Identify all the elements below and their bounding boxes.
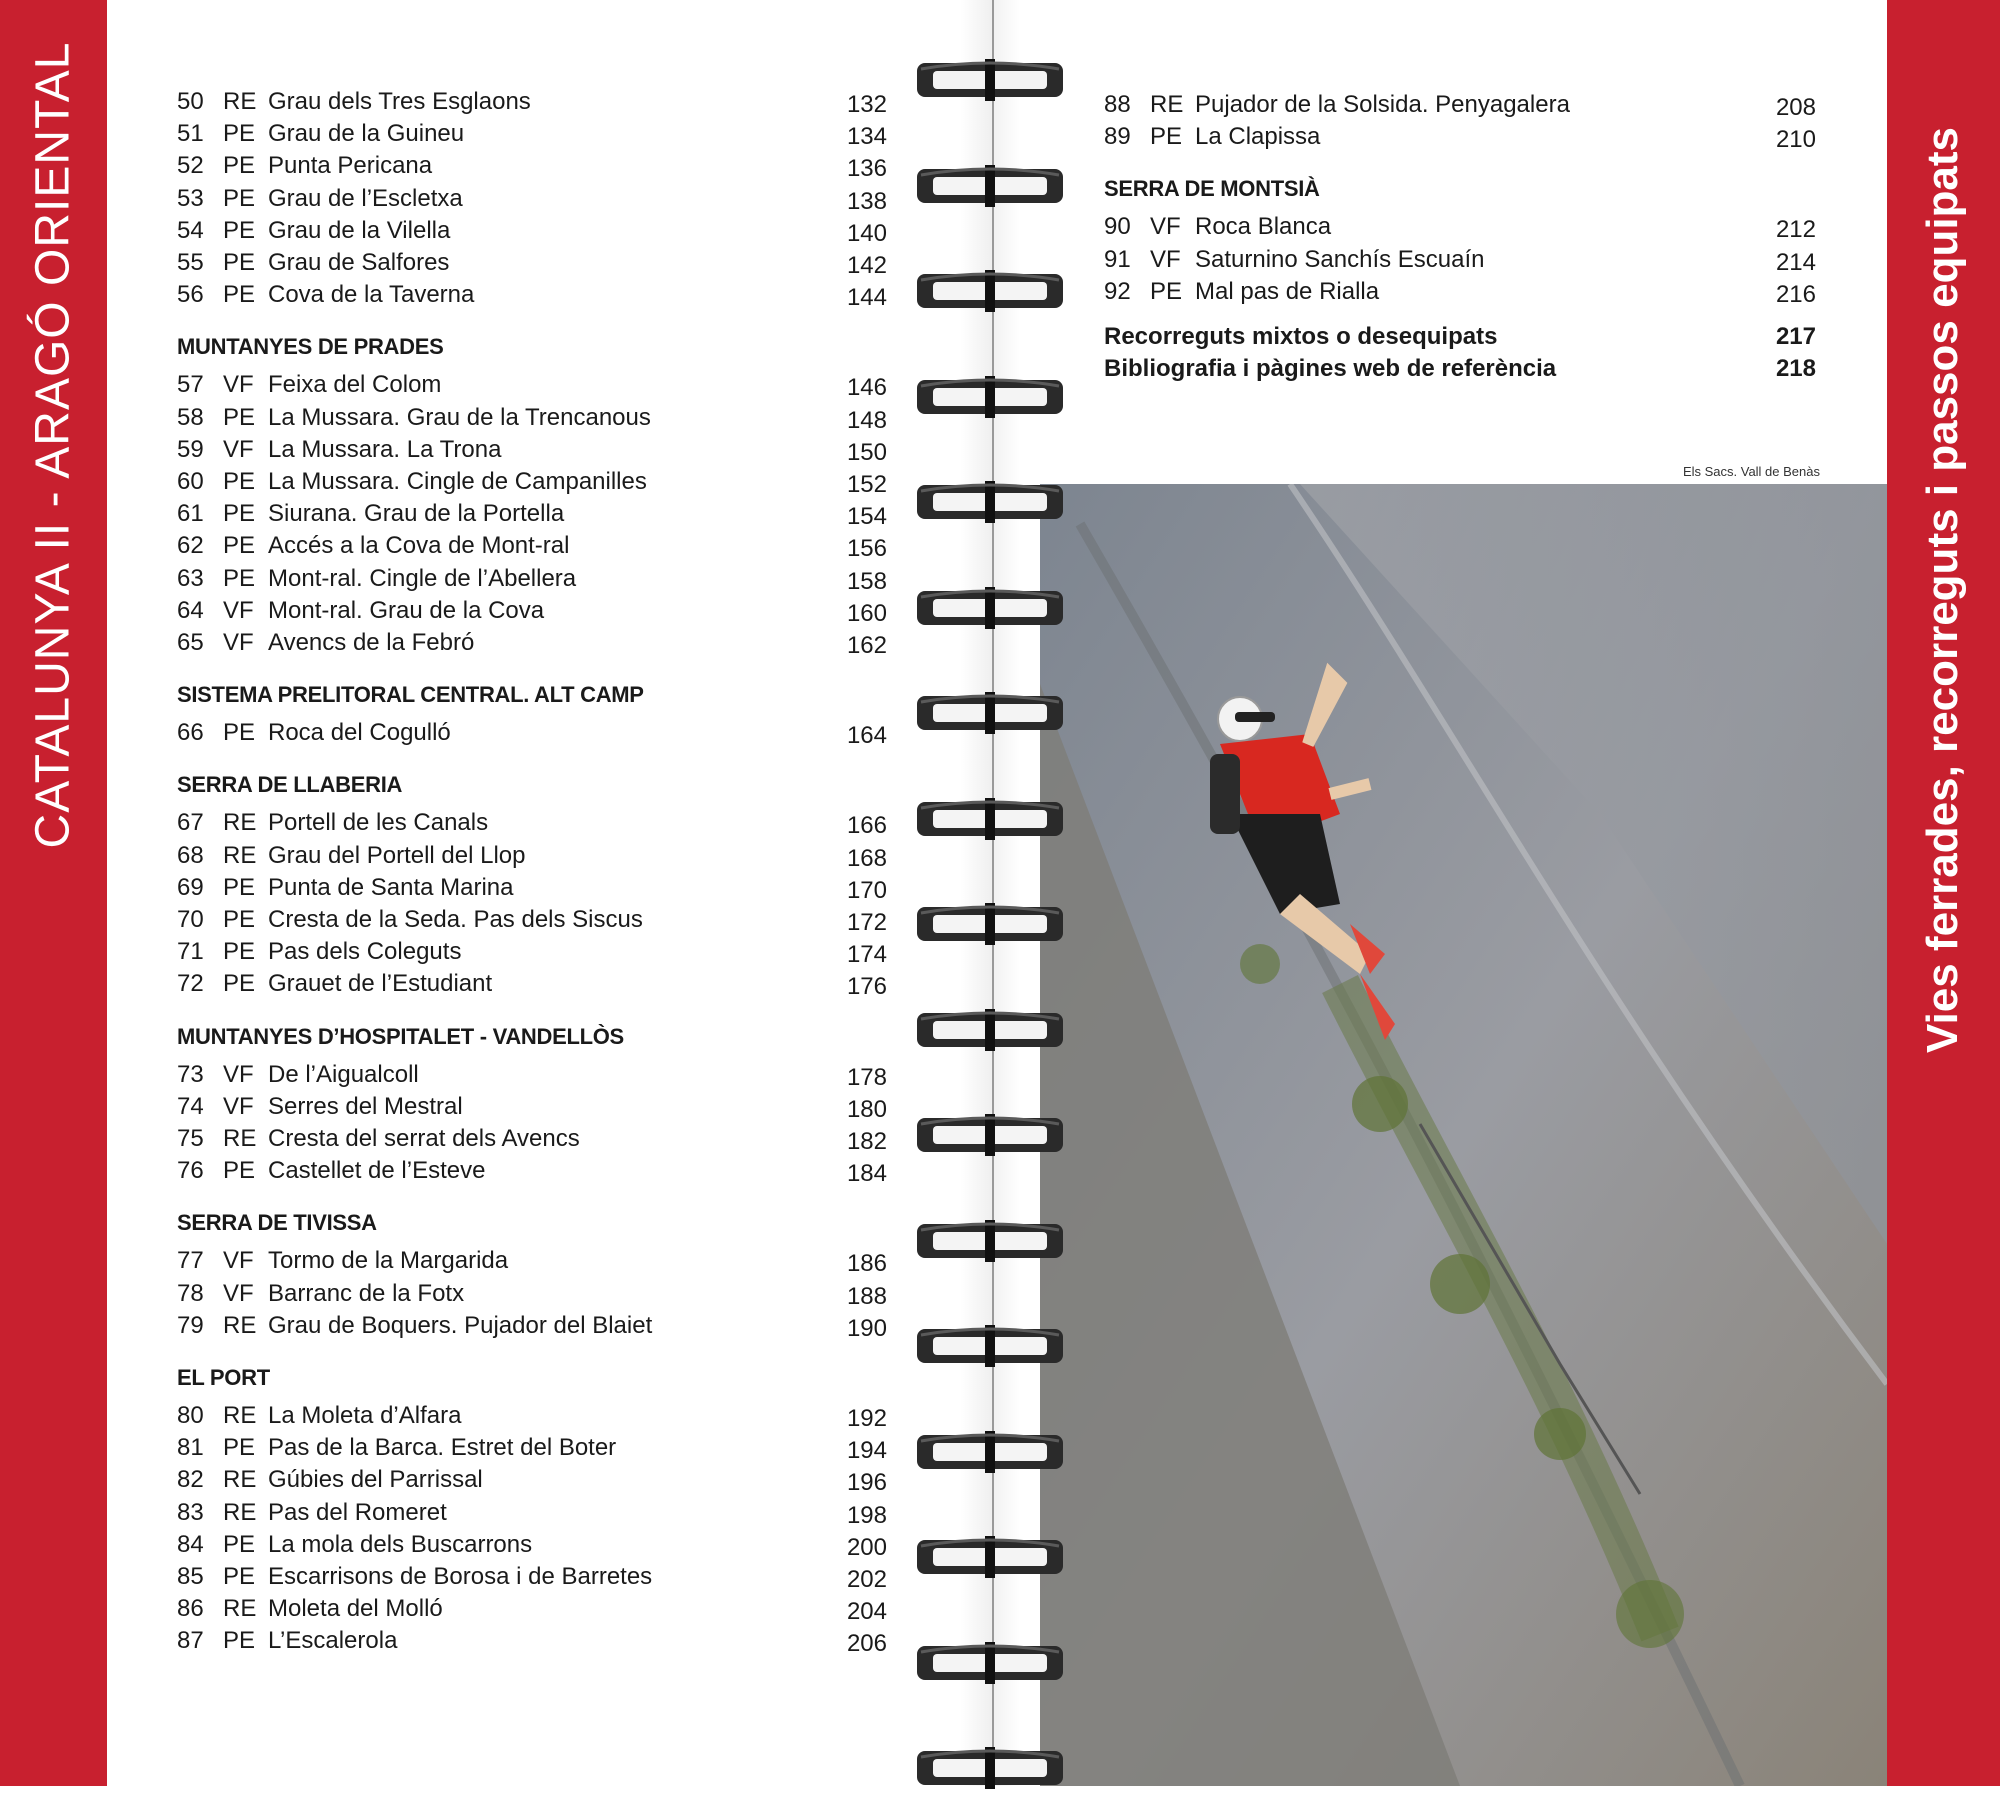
extra-label: Bibliografia i pàgines web de referència xyxy=(1104,355,1557,382)
entry-type: PE xyxy=(223,970,256,998)
entry-number: 84 xyxy=(177,1530,204,1558)
entry-title: Mont-ral. Cingle de l’Abellera xyxy=(268,564,577,592)
entry-title: Feixa del Colom xyxy=(268,371,442,399)
entry-page: 162 xyxy=(846,632,887,659)
spiral-coil xyxy=(915,583,1065,633)
entry-type: PE xyxy=(223,216,256,244)
entry-page: 172 xyxy=(846,909,887,936)
entry-type: PE xyxy=(223,184,256,212)
entry-page: 174 xyxy=(846,941,887,969)
entry-number: 91 xyxy=(1104,245,1131,273)
entry-page: 154 xyxy=(846,503,887,531)
toc-entry[interactable] xyxy=(177,217,887,249)
toc-entry[interactable] xyxy=(177,597,887,629)
entry-type: PE xyxy=(223,564,256,592)
toc-entry[interactable] xyxy=(177,1434,887,1466)
entry-number: 70 xyxy=(177,906,204,933)
entry-type: VF xyxy=(1150,245,1181,273)
toc-entry[interactable] xyxy=(177,1280,887,1312)
spiral-coil xyxy=(915,372,1065,422)
climber-photo xyxy=(1040,484,1887,1786)
toc-entry[interactable] xyxy=(177,1312,887,1344)
entry-page: 208 xyxy=(1775,94,1816,121)
entry-title: Cresta del serrat dels Avencs xyxy=(268,1125,580,1152)
entry-type: RE xyxy=(223,1402,257,1429)
entry-page: 164 xyxy=(846,722,887,750)
entry-title: Avencs de la Febró xyxy=(268,629,475,656)
entry-type: RE xyxy=(223,1311,257,1339)
entry-number: 62 xyxy=(177,532,204,560)
extra-label: Recorreguts mixtos o desequipats xyxy=(1104,323,1498,350)
entry-title: Grau dels Tres Esglaons xyxy=(268,88,531,115)
toc-entry[interactable] xyxy=(177,1563,887,1595)
toc-entry[interactable] xyxy=(177,88,887,120)
entry-page: 190 xyxy=(846,1314,887,1342)
entry-title: Cresta de la Seda. Pas dels Siscus xyxy=(268,906,643,933)
entry-type: RE xyxy=(223,809,257,837)
toc-entry[interactable] xyxy=(177,629,887,661)
entry-number: 89 xyxy=(1104,123,1131,151)
entry-number: 85 xyxy=(177,1563,204,1590)
spiral-coil xyxy=(915,794,1065,844)
entry-page: 216 xyxy=(1775,280,1816,308)
entry-page: 204 xyxy=(846,1598,887,1626)
entry-number: 76 xyxy=(177,1157,204,1185)
spiral-coil xyxy=(915,1638,1065,1688)
entry-number: 73 xyxy=(177,1060,204,1088)
entry-page: 138 xyxy=(846,187,887,215)
toc-entry[interactable] xyxy=(177,906,887,938)
entry-title: Barranc de la Fotx xyxy=(268,1279,465,1307)
entry-type: PE xyxy=(1150,277,1183,305)
toc-entry[interactable] xyxy=(177,1531,887,1563)
toc-entry[interactable] xyxy=(177,1595,887,1627)
entry-page: 146 xyxy=(846,374,887,402)
toc-entry[interactable] xyxy=(1104,278,1816,310)
spiral-coil xyxy=(915,899,1065,949)
entry-number: 57 xyxy=(177,371,204,399)
entry-title: Roca Blanca xyxy=(1195,213,1332,241)
entry-number: 50 xyxy=(177,88,204,115)
spiral-coil xyxy=(915,1110,1065,1160)
toc-entry[interactable] xyxy=(177,1627,887,1659)
entry-type: VF xyxy=(223,1060,254,1088)
section-heading: SERRA DE LLABERIA xyxy=(177,772,403,798)
entry-number: 86 xyxy=(177,1595,204,1623)
section-heading: EL PORT xyxy=(177,1365,270,1390)
entry-title: De l’Aigualcoll xyxy=(268,1060,419,1088)
entry-title: Escarrisons de Borosa i de Barretes xyxy=(268,1563,653,1590)
toc-entry[interactable] xyxy=(177,532,887,564)
spiral-coil xyxy=(915,266,1065,316)
entry-number: 71 xyxy=(177,938,204,966)
entry-title: La Mussara. Grau de la Trencanous xyxy=(268,403,651,431)
toc-entry[interactable] xyxy=(177,468,887,500)
entry-title: Punta Pericana xyxy=(268,152,433,180)
entry-title: L’Escalerola xyxy=(268,1627,398,1655)
entry-type: VF xyxy=(223,596,254,624)
toc-entry[interactable] xyxy=(177,1157,887,1189)
entry-page: 210 xyxy=(1775,126,1816,154)
spiral-coil xyxy=(915,1427,1065,1477)
entry-type: PE xyxy=(223,249,256,276)
toc-entry[interactable] xyxy=(1104,213,1816,245)
entry-number: 54 xyxy=(177,216,204,244)
entry-page: 176 xyxy=(846,973,887,1001)
entry-page: 200 xyxy=(846,1533,887,1561)
entry-page: 212 xyxy=(1775,216,1816,244)
entry-type: PE xyxy=(223,1157,256,1185)
entry-page: 142 xyxy=(846,252,887,279)
entry-title: Grau de la Vilella xyxy=(268,216,451,244)
entry-page: 206 xyxy=(846,1630,887,1658)
entry-page: 152 xyxy=(846,471,887,498)
entry-page: 202 xyxy=(846,1566,887,1593)
entry-page: 134 xyxy=(846,123,887,151)
entry-type: RE xyxy=(223,1125,257,1152)
entry-page: 160 xyxy=(846,599,887,627)
section-heading: SERRA DE TIVISSA xyxy=(177,1210,377,1236)
toc-entry[interactable] xyxy=(177,719,887,751)
entry-title: Grau del Portell del Llop xyxy=(268,841,526,869)
entry-number: 77 xyxy=(177,1247,204,1275)
entry-type: RE xyxy=(1150,91,1184,118)
right-spine-title: Vies ferrades, recorreguts i passos equipats xyxy=(1918,126,1967,1054)
toc-entry[interactable] xyxy=(177,970,887,1002)
entry-number: 79 xyxy=(177,1311,204,1339)
entry-page: 140 xyxy=(846,219,887,247)
right-spine-title-wrap xyxy=(1887,0,2000,1786)
entry-number: 80 xyxy=(177,1402,204,1429)
section-heading: SISTEMA PRELITORAL CENTRAL. ALT CAMP xyxy=(177,682,644,708)
entry-type: VF xyxy=(223,371,254,399)
entry-page: 136 xyxy=(846,155,887,183)
entry-title: Serres del Mestral xyxy=(268,1092,463,1120)
entry-page: 214 xyxy=(1775,248,1816,276)
entry-number: 78 xyxy=(177,1279,204,1307)
entry-number: 52 xyxy=(177,152,204,180)
entry-number: 90 xyxy=(1104,213,1131,241)
entry-type: PE xyxy=(223,1434,256,1462)
toc-entry[interactable] xyxy=(177,1466,887,1498)
toc-entry[interactable] xyxy=(177,249,887,281)
entry-type: PE xyxy=(223,938,256,966)
entry-number: 72 xyxy=(177,970,204,998)
entry-title: Mal pas de Rialla xyxy=(1195,277,1380,305)
entry-page: 188 xyxy=(846,1282,887,1310)
entry-type: RE xyxy=(223,88,257,115)
entry-page: 178 xyxy=(846,1063,887,1091)
entry-page: 184 xyxy=(846,1160,887,1188)
entry-number: 88 xyxy=(1104,91,1131,118)
toc-entry[interactable] xyxy=(177,1247,887,1279)
toc-entry[interactable] xyxy=(177,565,887,597)
entry-title: Gúbies del Parrissal xyxy=(268,1466,483,1494)
spiral-coil xyxy=(915,688,1065,738)
spiral-coil xyxy=(915,1532,1065,1582)
entry-number: 69 xyxy=(177,873,204,901)
entry-page: 148 xyxy=(846,406,887,434)
extra-page: 217 xyxy=(1775,323,1816,350)
toc-entry[interactable] xyxy=(177,1402,887,1434)
toc-entry[interactable] xyxy=(177,1093,887,1125)
entry-title: Accés a la Cova de Mont-ral xyxy=(268,532,570,560)
toc-entry[interactable] xyxy=(1104,91,1816,123)
left-spine-title: CATALUNYA II - ARAGÓ ORIENTAL xyxy=(26,41,80,849)
spiral-coil xyxy=(915,1321,1065,1371)
entry-number: 63 xyxy=(177,564,204,592)
spiral-coil xyxy=(915,161,1065,211)
entry-title: La Mussara. Cingle de Campanilles xyxy=(268,468,647,495)
spiral-coil xyxy=(915,55,1065,105)
toc-entry[interactable] xyxy=(177,436,887,468)
entry-title: Grauet de l’Estudiant xyxy=(268,970,493,998)
toc-entry[interactable] xyxy=(177,938,887,970)
entry-title: Castellet de l’Esteve xyxy=(268,1157,486,1185)
entry-type: PE xyxy=(223,906,256,933)
toc-entry[interactable] xyxy=(177,1061,887,1093)
extra-page: 218 xyxy=(1775,355,1816,382)
entry-number: 75 xyxy=(177,1125,204,1152)
entry-number: 74 xyxy=(177,1092,204,1120)
entry-title: Pas de la Barca. Estret del Boter xyxy=(268,1434,617,1462)
entry-number: 87 xyxy=(177,1627,204,1655)
entry-type: PE xyxy=(223,500,256,528)
entry-number: 58 xyxy=(177,403,204,431)
entry-title: Roca del Cogulló xyxy=(268,719,451,747)
entry-page: 132 xyxy=(846,91,887,118)
entry-title: Grau de Boquers. Pujador del Blaiet xyxy=(268,1311,653,1339)
entry-number: 65 xyxy=(177,629,204,656)
entry-page: 198 xyxy=(846,1501,887,1529)
entry-title: Pas del Romeret xyxy=(268,1498,447,1526)
entry-title: La Clapissa xyxy=(1195,123,1321,151)
toc-entry[interactable] xyxy=(177,874,887,906)
entry-title: Grau de l’Escletxa xyxy=(268,184,463,212)
toc-entry[interactable] xyxy=(177,809,887,841)
entry-title: Grau de la Guineu xyxy=(268,120,465,148)
entry-type: VF xyxy=(223,1279,254,1307)
entry-type: PE xyxy=(223,120,256,148)
toc-extra-entry[interactable] xyxy=(1104,323,1816,351)
entry-type: PE xyxy=(223,1530,256,1558)
toc-entry[interactable] xyxy=(177,404,887,436)
toc-entry[interactable] xyxy=(177,371,887,403)
entry-title: La Mussara. La Trona xyxy=(268,435,502,463)
photo-caption: Els Sacs. Vall de Benàs xyxy=(1682,464,1820,479)
left-spine-title-wrap xyxy=(0,0,107,1786)
entry-type: VF xyxy=(223,435,254,463)
entry-number: 53 xyxy=(177,184,204,212)
entry-title: La mola dels Buscarrons xyxy=(268,1530,533,1558)
entry-page: 196 xyxy=(846,1469,887,1497)
entry-type: PE xyxy=(223,532,256,560)
entry-title: Cova de la Taverna xyxy=(268,281,475,309)
entry-title: Saturnino Sanchís Escuaín xyxy=(1195,245,1485,273)
section-heading: SERRA DE MONTSIÀ xyxy=(1104,176,1320,202)
entry-number: 51 xyxy=(177,120,204,148)
entry-number: 56 xyxy=(177,281,204,309)
entry-type: RE xyxy=(223,1466,257,1494)
entry-number: 67 xyxy=(177,809,204,837)
entry-type: PE xyxy=(223,152,256,180)
entry-title: Mont-ral. Grau de la Cova xyxy=(268,596,545,624)
spiral-coil xyxy=(915,477,1065,527)
entry-type: PE xyxy=(223,468,256,495)
toc-entry[interactable] xyxy=(177,185,887,217)
entry-page: 180 xyxy=(846,1095,887,1123)
entry-title: Tormo de la Margarida xyxy=(268,1247,509,1275)
entry-type: VF xyxy=(1150,213,1181,241)
entry-page: 156 xyxy=(846,535,887,563)
entry-title: Pujador de la Solsida. Penyagalera xyxy=(1195,91,1570,118)
entry-title: La Moleta d’Alfara xyxy=(268,1402,462,1429)
entry-page: 168 xyxy=(846,844,887,872)
spiral-coil xyxy=(915,1216,1065,1266)
entry-type: PE xyxy=(223,873,256,901)
entry-title: Moleta del Molló xyxy=(268,1595,443,1623)
entry-title: Punta de Santa Marina xyxy=(268,873,514,901)
entry-title: Siurana. Grau de la Portella xyxy=(268,500,565,528)
toc-entry[interactable] xyxy=(177,120,887,152)
toc-entry[interactable] xyxy=(177,842,887,874)
toc-extra-entry[interactable] xyxy=(1104,355,1816,383)
entry-number: 60 xyxy=(177,468,204,495)
entry-type: RE xyxy=(223,1498,257,1526)
entry-number: 64 xyxy=(177,596,204,624)
entry-type: VF xyxy=(223,629,254,656)
entry-number: 83 xyxy=(177,1498,204,1526)
entry-type: RE xyxy=(223,1595,257,1623)
entry-type: PE xyxy=(223,1627,256,1655)
entry-number: 55 xyxy=(177,249,204,276)
entry-page: 158 xyxy=(846,567,887,595)
toc-entry[interactable] xyxy=(177,1125,887,1157)
entry-page: 166 xyxy=(846,812,887,840)
entry-page: 194 xyxy=(846,1437,887,1465)
entry-page: 182 xyxy=(846,1128,887,1155)
toc-entry[interactable] xyxy=(1104,246,1816,278)
entry-number: 61 xyxy=(177,500,204,528)
entry-type: PE xyxy=(223,1563,256,1590)
entry-title: Pas dels Coleguts xyxy=(268,938,462,966)
entry-type: VF xyxy=(223,1247,254,1275)
section-heading: MUNTANYES D’HOSPITALET - VANDELLÒS xyxy=(177,1023,624,1049)
entry-page: 170 xyxy=(846,876,887,904)
entry-number: 81 xyxy=(177,1434,204,1462)
entry-type: PE xyxy=(223,719,256,747)
entry-number: 66 xyxy=(177,719,204,747)
entry-type: PE xyxy=(223,281,256,309)
spiral-coil xyxy=(915,1005,1065,1055)
entry-type: PE xyxy=(1150,123,1183,151)
toc-entry[interactable] xyxy=(177,500,887,532)
entry-title: Grau de Salfores xyxy=(268,249,450,276)
entry-page: 192 xyxy=(846,1405,887,1432)
entry-title: Portell de les Canals xyxy=(268,809,489,837)
entry-number: 68 xyxy=(177,841,204,869)
entry-number: 92 xyxy=(1104,277,1131,305)
entry-page: 144 xyxy=(846,284,887,312)
entry-type: VF xyxy=(223,1092,254,1120)
entry-number: 82 xyxy=(177,1466,204,1494)
toc-entry[interactable] xyxy=(1104,123,1816,155)
toc-entry[interactable] xyxy=(177,152,887,184)
entry-number: 59 xyxy=(177,435,204,463)
spiral-binding xyxy=(915,0,1075,1786)
section-heading: MUNTANYES DE PRADES xyxy=(177,334,444,360)
toc-entry[interactable] xyxy=(177,1499,887,1531)
entry-page: 186 xyxy=(846,1250,887,1278)
entry-type: RE xyxy=(223,841,257,869)
entry-page: 150 xyxy=(846,438,887,466)
toc-entry[interactable] xyxy=(177,281,887,313)
entry-type: PE xyxy=(223,403,256,431)
